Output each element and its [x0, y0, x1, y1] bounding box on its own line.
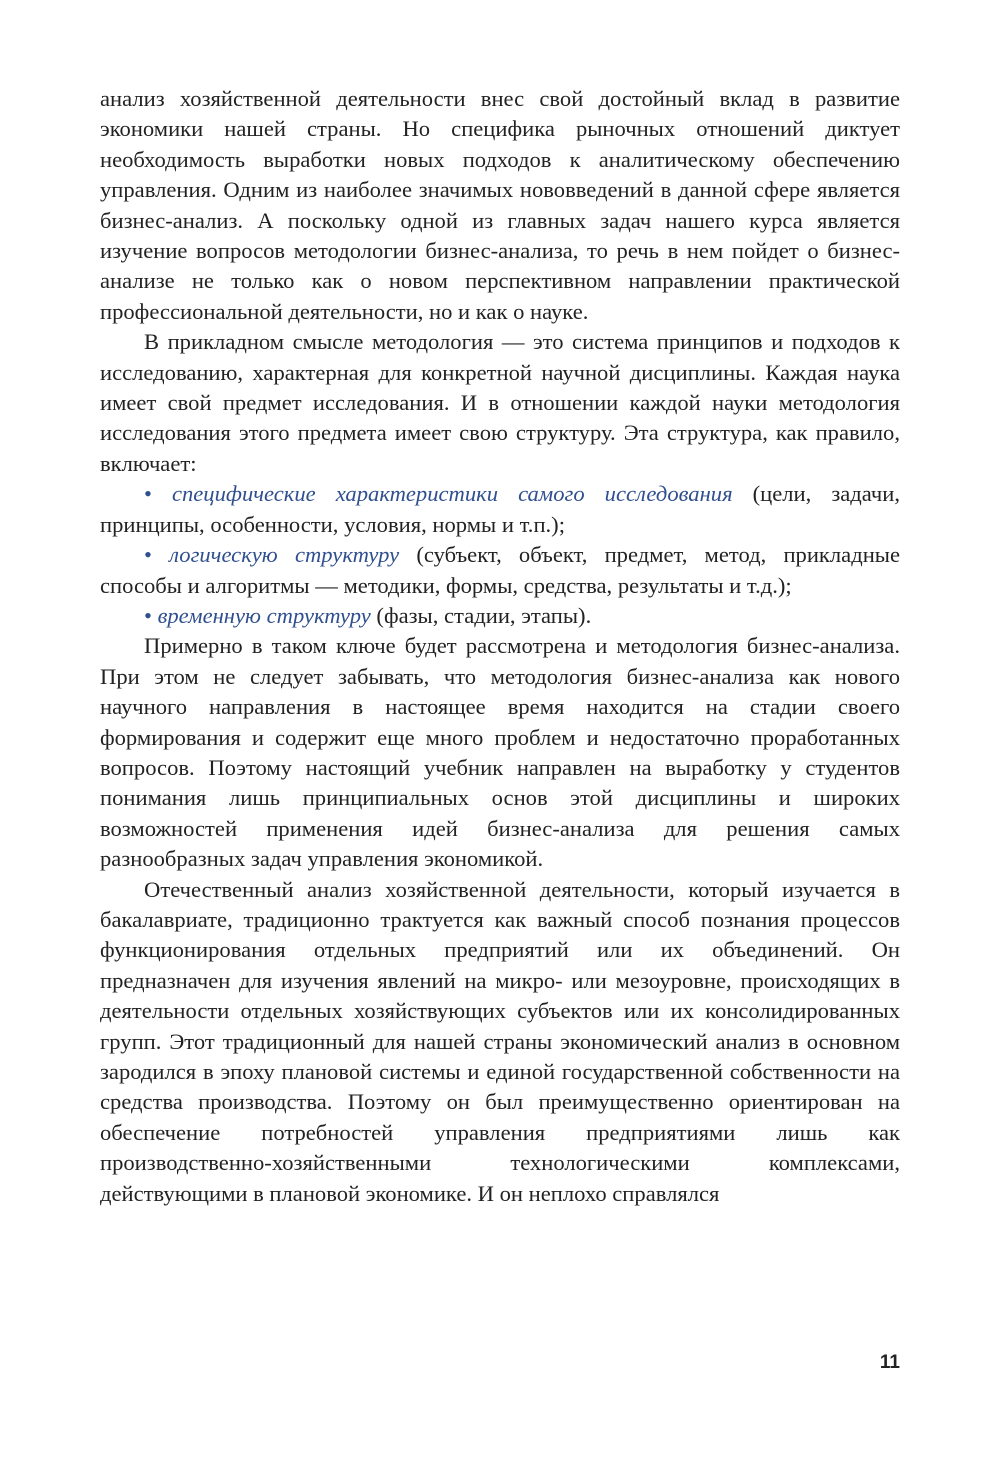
bullet-term: логическую структуру [169, 542, 400, 568]
paragraph-business-analysis-methodology: Примерно в таком ключе будет рассмотрена и методология бизнес-анализа. При этом не следует забывать, что методология бизнес-анализа как нового научного направления в настоящее время находится на стадии своего формирования и содержит еще много проблем и недостаточно проработанных вопросов. Поэтому настоящий учебник направлен на выработку у студентов понимания лишь принципиальных основ этой дисциплины и широких возможностей применения идей бизнес-анализа для решения самых разнообразных задач управления экономикой. [100, 633, 900, 872]
bullet-icon: • [144, 542, 152, 568]
bullet-item [100, 479, 900, 540]
bullet-item [100, 540, 900, 601]
bullet-term: специфические характеристики самого исследования [171, 481, 733, 507]
paragraph-domestic-analysis: Отечественный анализ хозяйственной деятельности, который изучается в бакалавриате, традиционно трактуется как важный способ познания процессов функционирования отдельных предприятий или их объединений. Он предназначен для изучения явлений на микро- или мезоуровне, происходящих в деятельности отдельных хозяйствующих субъектов или их консолидированных групп. Этот традиционный для нашей страны экономический анализ в основном зародился в эпоху плановой системы и единой государственной собственности на средства производства. Поэтому он был преимущественно ориентирован на обеспечение потребностей управления предприятиями лишь как производственно-хозяйственными технологическими комплексами, действующими в плановой экономике. И он неплохо справлялся [100, 876, 900, 1206]
page-number: 11 [879, 1352, 900, 1373]
paragraph-methodology-definition: В прикладном смысле методология — это система принципов и подходов к исследованию, характерная для конкретной научной дисциплины. Каждая наука имеет свой предмет исследования. И в отношении каждой науки методология исследования этого предмета имеет свою структуру. Эта структура, как правило, включает: [100, 329, 900, 476]
bullet-term: временную структуру [157, 602, 371, 628]
bullet-text: (субъект, объект, предмет, метод, прикладные способы и алгоритмы — методики, формы, средства, результаты и т.д.); [100, 542, 901, 598]
bullet-item [100, 601, 900, 631]
paragraph-continuation: анализ хозяйственной деятельности внес свой достойный вклад в развитие экономики нашей страны. Но специфика рыночных отношений диктует необходимость выработки новых подходов к аналитическому обеспечению управления. Одним из наиболее значимых нововведений в данной сфере является бизнес-анализ. А поскольку одной из главных задач нашего курса является изучение вопросов методологии бизнес-анализа, то речь в нем пойдет о бизнес-анализе не только как о новом перспективном направлении практической профессиональной деятельности, но и как о науке. [100, 86, 900, 324]
bullet-text: (фазы, стадии, этапы). [370, 602, 592, 628]
bullet-icon: • [144, 481, 152, 507]
bullet-icon: • [144, 602, 152, 628]
page-body [100, 84, 900, 1209]
bullet-text: (цели, задачи, принципы, особенности, условия, нормы и т.п.); [100, 481, 900, 537]
